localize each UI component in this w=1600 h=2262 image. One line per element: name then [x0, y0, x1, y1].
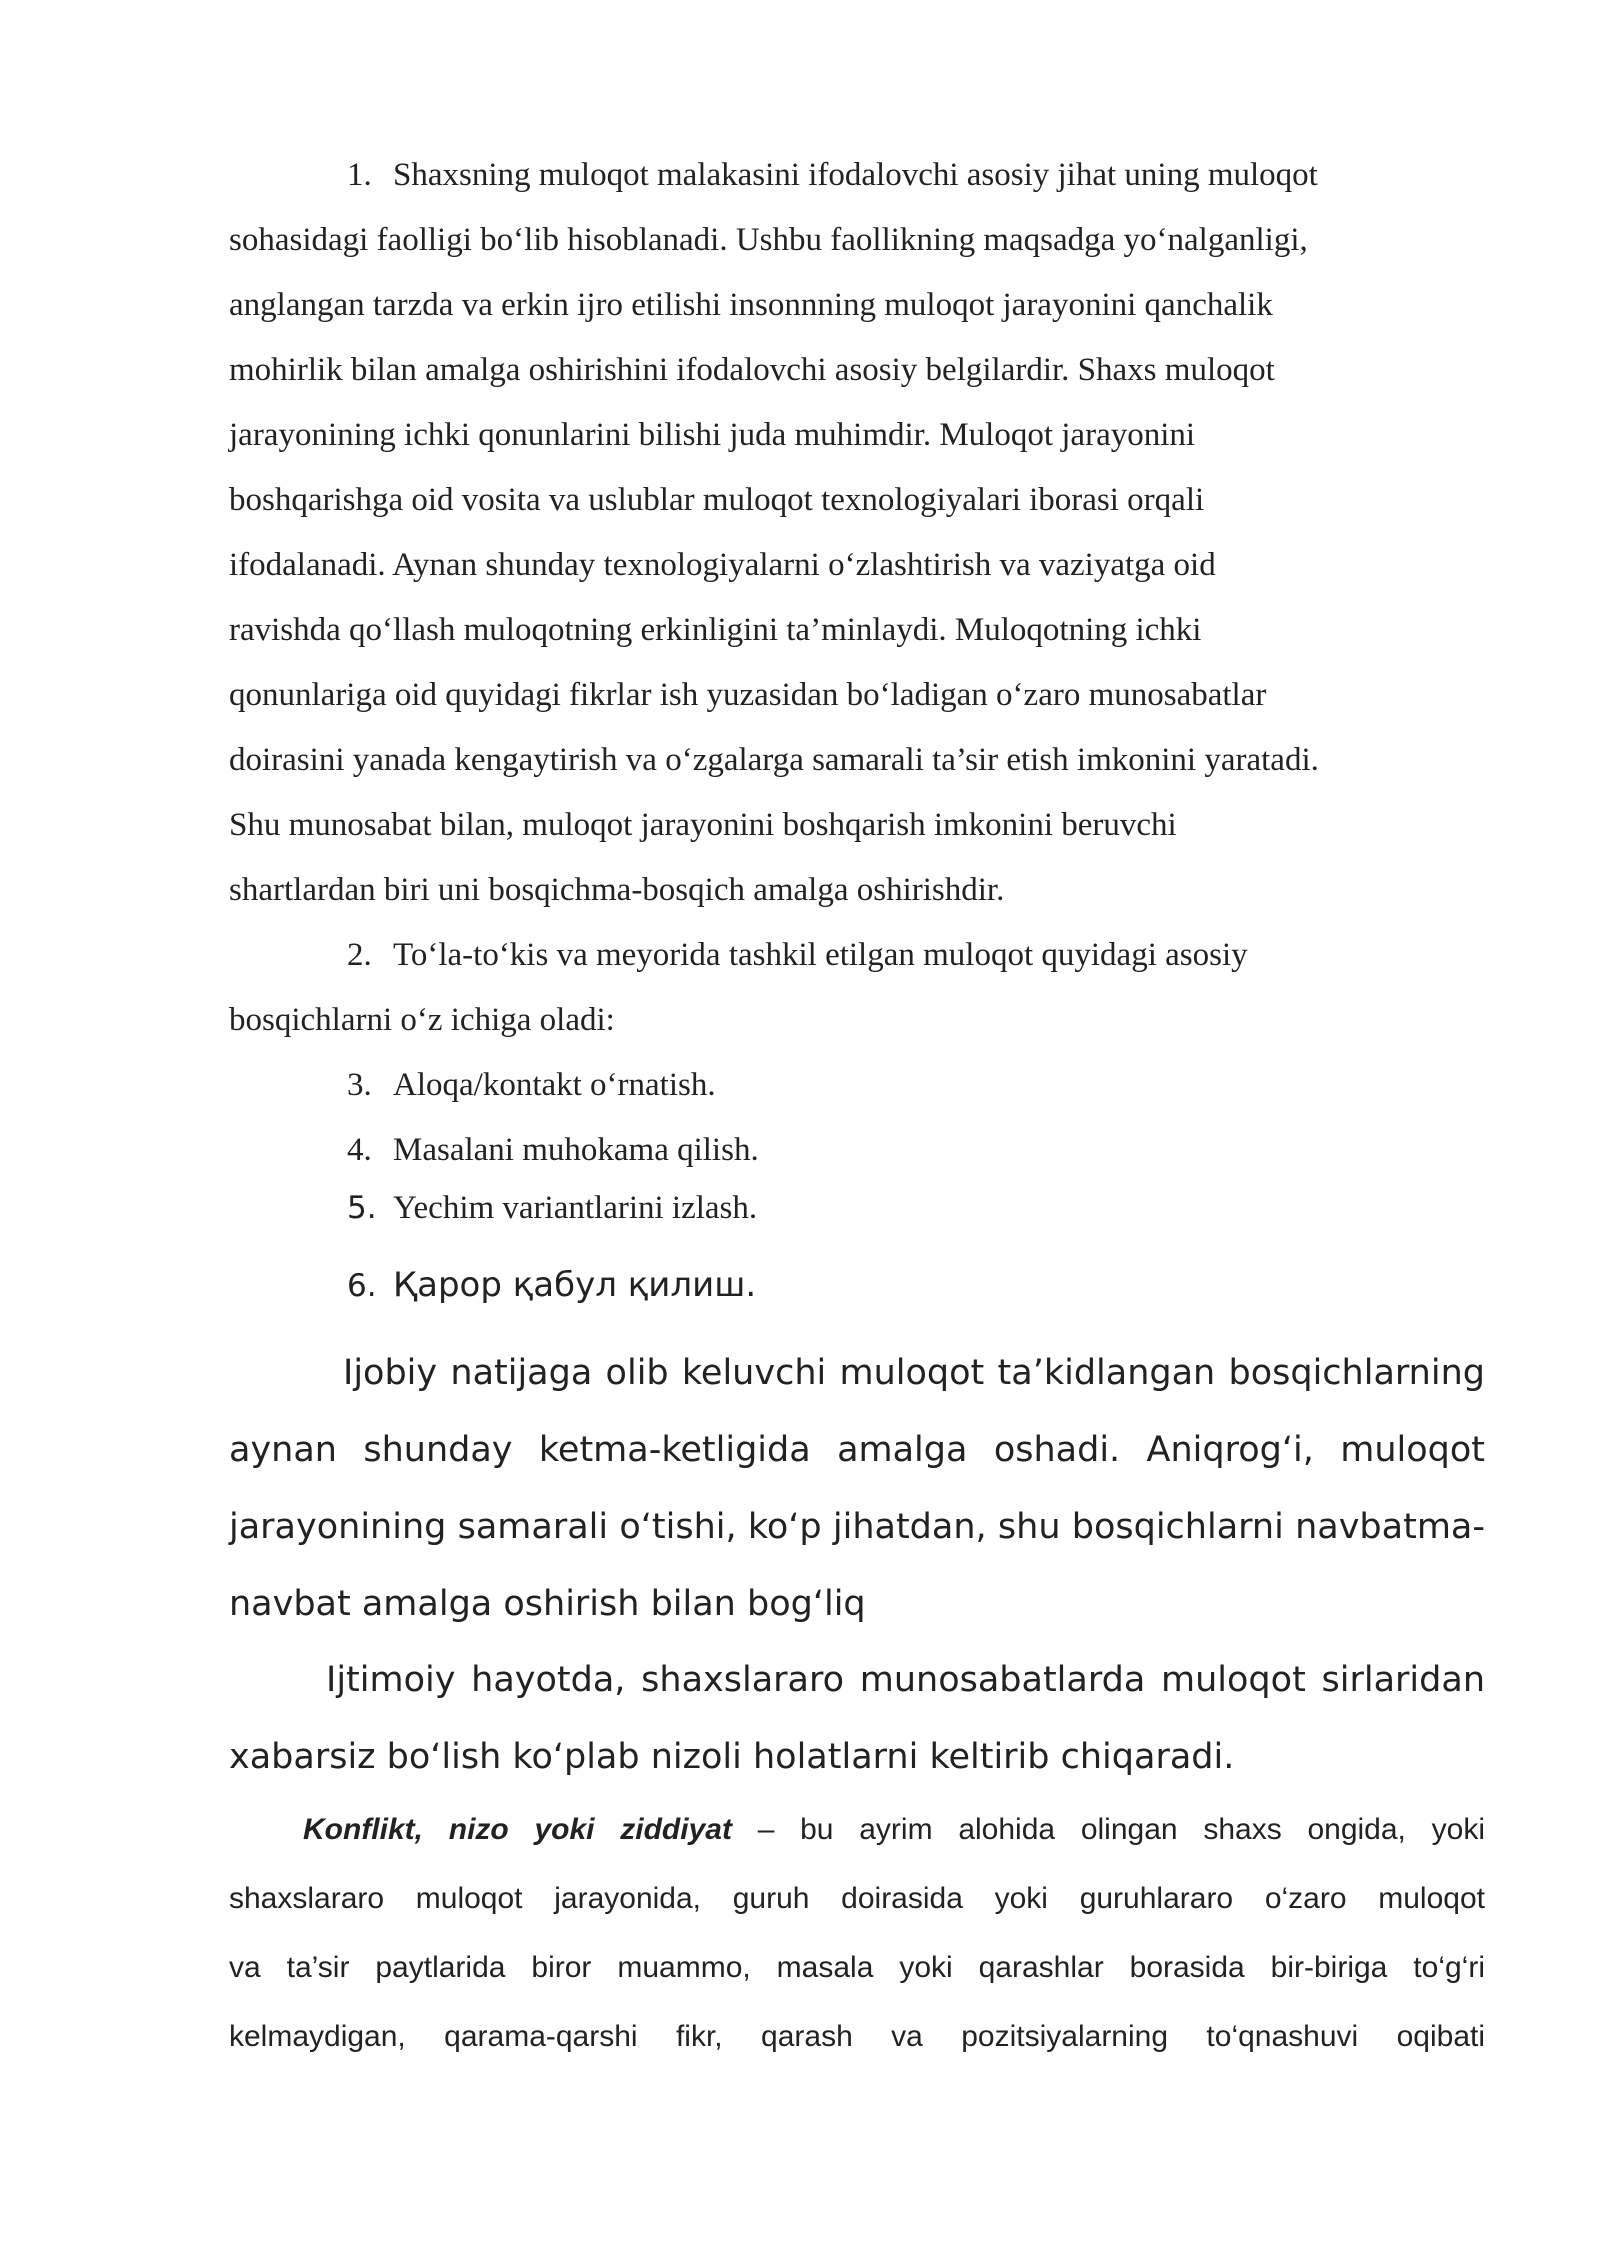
definition-first-line [229, 1795, 1485, 1864]
text-line: To‘la-to‘kis va meyorida tashkil etilgan muloqot quyidagi asosiy [393, 937, 1248, 973]
paragraph-2 [229, 923, 1479, 1053]
paragraph-2-first-line [229, 923, 1479, 988]
text-line: ifodalanadi. Aynan shunday texnologiyalarni o‘zlashtirish va vaziyatga oid [229, 547, 1216, 583]
text-line: mohirlik bilan amalga oshirishini ifodalovchi asosiy belgilardir. Shaxs muloqot [229, 352, 1275, 388]
paragraph-4 [229, 1642, 1485, 1796]
text-line: sohasidagi faolligi bo‘lib hisoblanadi. Ushbu faollikning maqsadga yo‘nalganligi, [229, 222, 1308, 258]
text-line: qonunlariga oid quyidagi fikrlar ish yuzasidan bo‘ladigan o‘zaro munosabatlar [229, 677, 1267, 713]
list-number: 4. [347, 1132, 372, 1168]
list-item [229, 1118, 1479, 1183]
list-item-text: Қарор қабул қилиш. [393, 1265, 757, 1305]
list-item [347, 1265, 756, 1305]
text-line: shartlardan biri uni bosqichma-bosqich amalga oshirishdir. [229, 872, 1005, 908]
list-number: 1. [347, 157, 372, 193]
text-line: ravishda qo‘llash muloqotning erkinligini ta’minlaydi. Muloqotning ichki [229, 612, 1202, 648]
text-line: shaxslararo muloqot jarayonida, guruh doirasida yoki guruhlararo o‘zaro muloqot [229, 1882, 1485, 1915]
text-line: Ijtimoiy hayotda, shaxslararo munosabatlarda muloqot sirlaridan [326, 1660, 1485, 1700]
paragraph-1-first-line [229, 143, 1479, 208]
text-line: boshqarishga oid vosita va uslublar muloqot texnologiyalari iborasi orqali [229, 482, 1205, 518]
list-item-text: Masalani muhokama qilish. [393, 1132, 759, 1168]
paragraph-3 [229, 1335, 1485, 1643]
text-line: jarayonining ichki qonunlarini bilishi juda muhimdir. Muloqot jarayonini [229, 417, 1196, 453]
list-number: 5. [347, 1190, 377, 1226]
text-line: – bu ayrim alohida olingan shaxs ongida, yoki [731, 1813, 1485, 1846]
defined-term: Konflikt, nizo yoki ziddiyat [303, 1813, 732, 1846]
list-number: 2. [347, 937, 372, 973]
text-line: xabarsiz bo‘lish ko‘plab nizoli holatlarni keltirib chiqaradi. [229, 1737, 1235, 1777]
steps-list [229, 1053, 1479, 1183]
list-item-text: Yechim variantlarini izlash. [393, 1190, 758, 1226]
text-line: va ta’sir paytlarida biror muammo, masala yoki qarashlar borasida bir-biriga to‘g‘ri [229, 1951, 1485, 1984]
list-item [229, 1053, 1479, 1118]
paragraph-5 [229, 1795, 1485, 2071]
text-line: bosqichlarni o‘z ichiga oladi: [229, 1002, 615, 1038]
text-line: Shaxsning muloqot malakasini ifodalovchi asosiy jihat uning muloqot [393, 157, 1318, 193]
text-line: kelmaydigan, qarama-qarshi fikr, qarash va pozitsiyalarning to‘qnashuvi oqibati [229, 2020, 1485, 2053]
list-item-text: Aloqa/kontakt o‘rnatish. [393, 1067, 716, 1103]
list-number: 3. [347, 1067, 372, 1103]
text-line: navbat amalga oshirish bilan bog‘liq [229, 1584, 866, 1624]
text-line: aynan shunday ketma-ketligida amalga oshadi. Aniqrog‘i, muloqot [229, 1430, 1485, 1470]
list-number: 6. [347, 1268, 377, 1304]
text-line: Shu munosabat bilan, muloqot jarayonini boshqarish imkonini beruvchi [229, 807, 1177, 843]
list-item [347, 1190, 757, 1227]
text-line: Ijobiy natijaga olib keluvchi muloqot ta’kidlangan bosqichlarning [343, 1353, 1485, 1393]
paragraph-1 [229, 143, 1479, 923]
text-line: doirasini yanada kengaytirish va o‘zgalarga samarali ta’sir etish imkonini yaratadi. [229, 742, 1319, 778]
text-line: jarayonining samarali o‘tishi, ko‘p jihatdan, shu bosqichlarni navbatma- [229, 1507, 1485, 1547]
text-line: anglangan tarzda va erkin ijro etilishi insonnning muloqot jarayonini qanchalik [229, 287, 1273, 323]
